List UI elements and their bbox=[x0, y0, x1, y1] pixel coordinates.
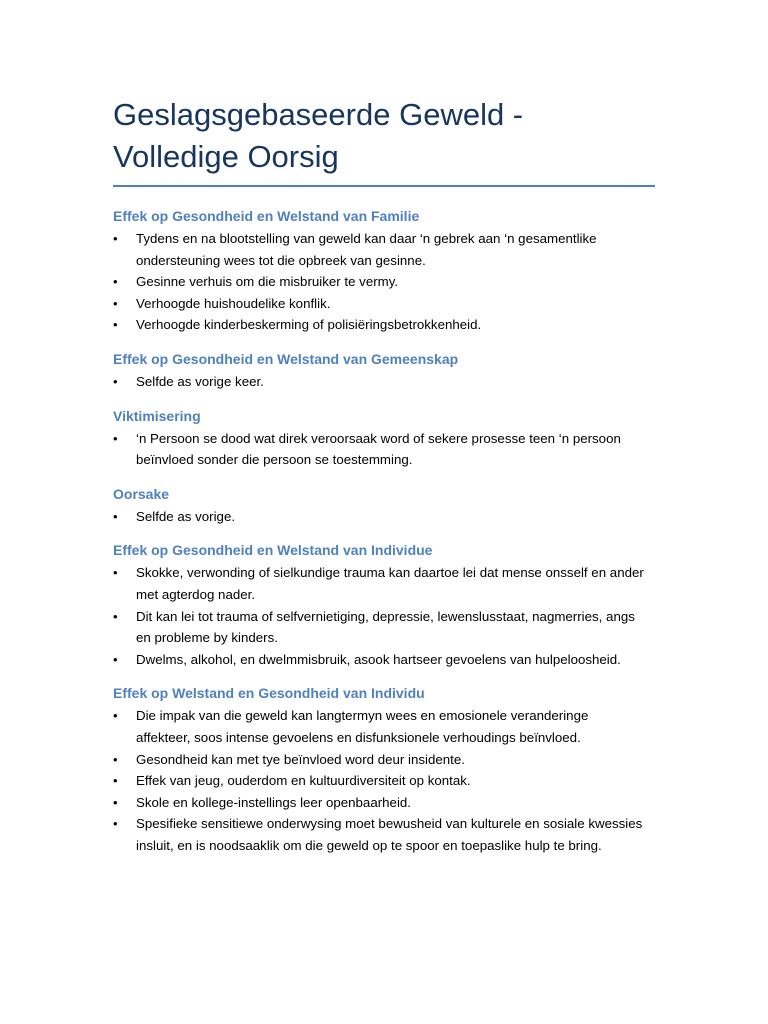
list-item-text: Dit kan lei tot trauma of selfvernietiging, depressie, lewenslusstaat, nagmerries, angs en probleme by kinders. bbox=[136, 608, 635, 646]
section-heading: Effek op Gesondheid en Welstand van Gemeenskap bbox=[113, 350, 459, 367]
section-heading: Viktimisering bbox=[113, 407, 201, 424]
list-item-text: Tydens en na blootstelling van geweld kan daar ‘n gebrek aan ‘n gesamentlike ondersteuning wees tot die opbreek van gesinne. bbox=[136, 231, 597, 268]
document-title: Geslagsgebaseerde Geweld - Volledige Oorsig bbox=[113, 97, 524, 174]
section-heading: Effek op Gesondheid en Welstand van Familie bbox=[113, 208, 420, 224]
section-victimisation bbox=[113, 407, 656, 471]
list-item bbox=[113, 293, 646, 315]
section-causes bbox=[113, 485, 656, 528]
bullet-list bbox=[113, 562, 656, 670]
section-family bbox=[113, 207, 656, 336]
list-item-text: Verhoogde huishoudelike konflik. bbox=[136, 295, 331, 311]
bullet-icon: • bbox=[113, 708, 118, 724]
bullet-icon: • bbox=[113, 608, 118, 624]
title-underline bbox=[113, 185, 655, 187]
list-item bbox=[113, 705, 646, 748]
list-item bbox=[113, 792, 646, 814]
list-item-text: Skole en kollege-instellings leer openbaarheid. bbox=[136, 794, 411, 810]
section-community bbox=[113, 350, 656, 393]
list-item bbox=[113, 649, 646, 671]
list-item bbox=[113, 371, 646, 393]
section-individual bbox=[113, 684, 656, 856]
list-item-text: Skokke, verwonding of sielkundige trauma kan daartoe lei dat mense onsself en ander met agterdog nader. bbox=[136, 565, 644, 602]
bullet-icon: • bbox=[113, 231, 118, 246]
bullet-icon: • bbox=[113, 508, 118, 524]
bullet-icon: • bbox=[113, 565, 118, 581]
list-item bbox=[113, 228, 646, 271]
bullet-icon: • bbox=[113, 430, 118, 446]
list-item-text: Selfde as vorige. bbox=[136, 508, 236, 524]
section-heading: Effek op Welstand en Gesondheid van Individu bbox=[113, 685, 425, 702]
bullet-list bbox=[113, 228, 656, 336]
bullet-icon: • bbox=[113, 373, 118, 389]
section-heading: Oorsake bbox=[113, 485, 170, 502]
bullet-icon: • bbox=[113, 773, 118, 789]
bullet-icon: • bbox=[113, 651, 118, 667]
bullet-icon: • bbox=[113, 295, 118, 311]
list-item-text: Gesinne verhuis om die misbruiker te vermy. bbox=[136, 274, 399, 290]
bullet-icon: • bbox=[113, 317, 118, 333]
bullet-icon: • bbox=[113, 794, 118, 810]
list-item bbox=[113, 606, 646, 649]
bullet-list bbox=[113, 428, 656, 471]
bullet-icon: • bbox=[113, 816, 118, 832]
list-item-text: Effek van jeug, ouderdom en kultuurdiversiteit op kontak. bbox=[136, 773, 471, 789]
list-item-text: Spesifieke sensitiewe onderwysing moet bewusheid van kulturele en sosiale kwessies insluit, en is noodsaaklik om die geweld op te spoor en toepaslike hulp te bring. bbox=[136, 816, 643, 853]
list-item bbox=[113, 813, 646, 856]
section-individuals bbox=[113, 541, 656, 670]
list-item-text: Selfde as vorige keer. bbox=[136, 373, 264, 389]
bullet-list bbox=[113, 371, 656, 393]
list-item bbox=[113, 271, 646, 293]
bullet-list bbox=[113, 506, 656, 528]
list-item-text: ‘n Persoon se dood wat direk veroorsaak word of sekere prosesse teen ‘n persoon beïnvloed sonder die persoon se toestemming. bbox=[136, 430, 621, 468]
bullet-list bbox=[113, 705, 656, 856]
list-item-text: Gesondheid kan met tye beïnvloed word deur insidente. bbox=[136, 751, 465, 767]
list-item bbox=[113, 314, 646, 336]
bullet-icon: • bbox=[113, 751, 118, 767]
list-item-text: Verhoogde kinderbeskerming of polisiëringsbetrokkenheid. bbox=[136, 317, 482, 333]
list-item-text: Dwelms, alkohol, en dwelmmisbruik, asook hartseer gevoelens van hulpeloosheid. bbox=[136, 651, 621, 667]
list-item bbox=[113, 428, 646, 471]
list-item bbox=[113, 749, 646, 771]
list-item bbox=[113, 506, 646, 528]
list-item-text: Die impak van die geweld kan langtermyn wees en emosionele veranderinge affekteer, soos intense gevoelens en disfunksionele verhoudings beïnvloed. bbox=[136, 708, 589, 745]
list-item bbox=[113, 770, 646, 792]
list-item bbox=[113, 562, 646, 605]
bullet-icon: • bbox=[113, 274, 118, 290]
section-heading: Effek op Gesondheid en Welstand van Individue bbox=[113, 542, 433, 559]
